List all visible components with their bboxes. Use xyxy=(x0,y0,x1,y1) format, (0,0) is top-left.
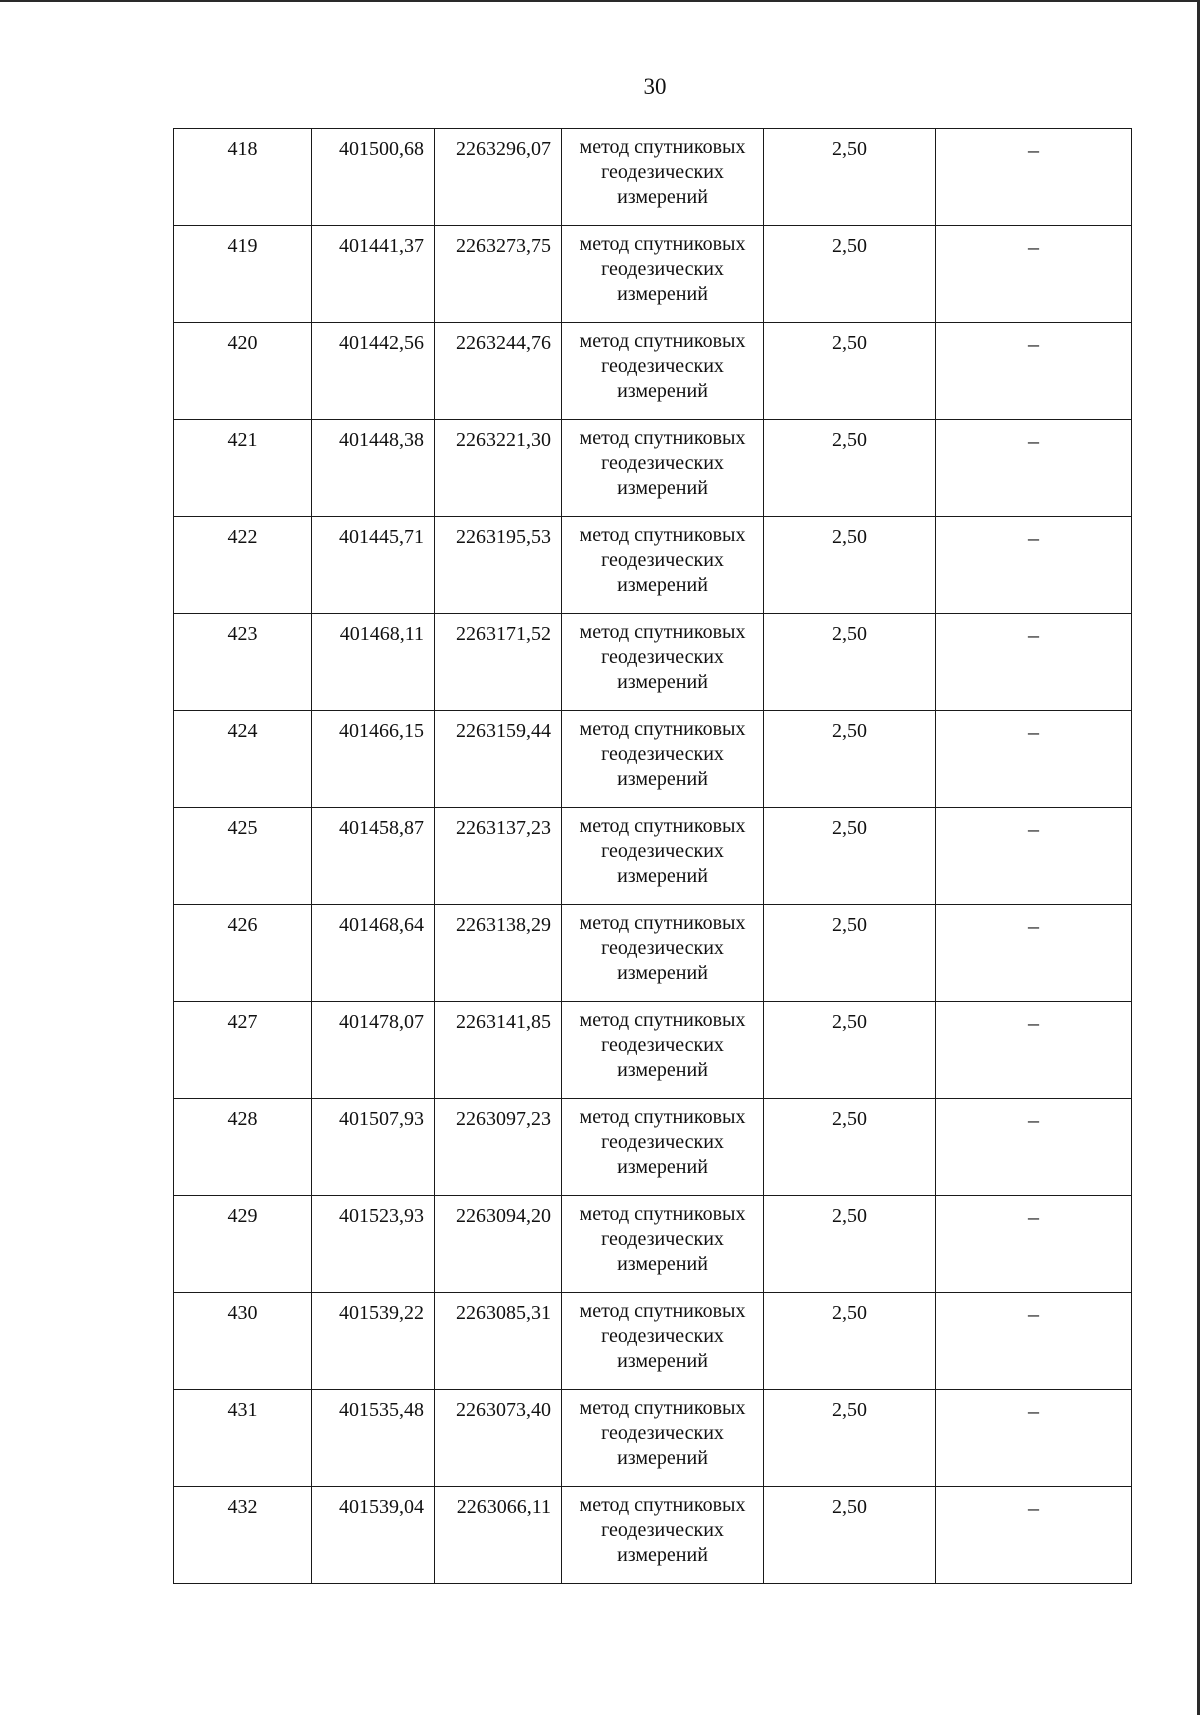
note-cell: – xyxy=(936,1099,1132,1196)
point-number-cell: 430 xyxy=(174,1293,312,1390)
y-coordinate-cell: 2263221,30 xyxy=(435,420,562,517)
x-coordinate-cell: 401523,93 xyxy=(312,1196,435,1293)
x-coordinate-cell: 401478,07 xyxy=(312,1002,435,1099)
y-coordinate-cell: 2263097,23 xyxy=(435,1099,562,1196)
accuracy-cell: 2,50 xyxy=(764,711,936,808)
method-cell: метод спутниковых геодезических измерений xyxy=(562,711,764,808)
note-cell: – xyxy=(936,905,1132,1002)
table-row xyxy=(174,323,1132,420)
x-coordinate-cell: 401441,37 xyxy=(312,226,435,323)
x-coordinate-cell: 401445,71 xyxy=(312,517,435,614)
x-coordinate-cell: 401442,56 xyxy=(312,323,435,420)
y-coordinate-cell: 2263141,85 xyxy=(435,1002,562,1099)
point-number-cell: 427 xyxy=(174,1002,312,1099)
point-number-cell: 422 xyxy=(174,517,312,614)
y-coordinate-cell: 2263195,53 xyxy=(435,517,562,614)
method-cell: метод спутниковых геодезических измерений xyxy=(562,1002,764,1099)
method-cell: метод спутниковых геодезических измерений xyxy=(562,1293,764,1390)
accuracy-cell: 2,50 xyxy=(764,420,936,517)
x-coordinate-cell: 401539,04 xyxy=(312,1487,435,1584)
y-coordinate-cell: 2263137,23 xyxy=(435,808,562,905)
method-cell: метод спутниковых геодезических измерений xyxy=(562,226,764,323)
accuracy-cell: 2,50 xyxy=(764,226,936,323)
note-cell: – xyxy=(936,1390,1132,1487)
accuracy-cell: 2,50 xyxy=(764,614,936,711)
point-number-cell: 425 xyxy=(174,808,312,905)
y-coordinate-cell: 2263244,76 xyxy=(435,323,562,420)
table-row xyxy=(174,1099,1132,1196)
method-cell: метод спутниковых геодезических измерений xyxy=(562,614,764,711)
y-coordinate-cell: 2263159,44 xyxy=(435,711,562,808)
y-coordinate-cell: 2263085,31 xyxy=(435,1293,562,1390)
table-row xyxy=(174,1487,1132,1584)
accuracy-cell: 2,50 xyxy=(764,1196,936,1293)
table-row xyxy=(174,808,1132,905)
table-row xyxy=(174,129,1132,226)
method-cell: метод спутниковых геодезических измерений xyxy=(562,420,764,517)
note-cell: – xyxy=(936,129,1132,226)
note-cell: – xyxy=(936,517,1132,614)
y-coordinate-cell: 2263094,20 xyxy=(435,1196,562,1293)
point-number-cell: 420 xyxy=(174,323,312,420)
method-cell: метод спутниковых геодезических измерений xyxy=(562,323,764,420)
y-coordinate-cell: 2263296,07 xyxy=(435,129,562,226)
coordinates-table-body xyxy=(174,129,1132,1584)
method-cell: метод спутниковых геодезических измерений xyxy=(562,808,764,905)
table-row xyxy=(174,420,1132,517)
note-cell: – xyxy=(936,323,1132,420)
point-number-cell: 431 xyxy=(174,1390,312,1487)
accuracy-cell: 2,50 xyxy=(764,323,936,420)
method-cell: метод спутниковых геодезических измерений xyxy=(562,1390,764,1487)
accuracy-cell: 2,50 xyxy=(764,1002,936,1099)
table-row xyxy=(174,517,1132,614)
point-number-cell: 418 xyxy=(174,129,312,226)
point-number-cell: 423 xyxy=(174,614,312,711)
coordinates-table xyxy=(173,128,1132,1584)
point-number-cell: 424 xyxy=(174,711,312,808)
y-coordinate-cell: 2263073,40 xyxy=(435,1390,562,1487)
x-coordinate-cell: 401507,93 xyxy=(312,1099,435,1196)
point-number-cell: 426 xyxy=(174,905,312,1002)
x-coordinate-cell: 401466,15 xyxy=(312,711,435,808)
note-cell: – xyxy=(936,226,1132,323)
page-number: 30 xyxy=(643,74,667,99)
accuracy-cell: 2,50 xyxy=(764,517,936,614)
note-cell: – xyxy=(936,1002,1132,1099)
note-cell: – xyxy=(936,614,1132,711)
note-cell: – xyxy=(936,1487,1132,1584)
note-cell: – xyxy=(936,711,1132,808)
scan-edge-top xyxy=(0,0,1200,2)
method-cell: метод спутниковых геодезических измерений xyxy=(562,905,764,1002)
point-number-cell: 419 xyxy=(174,226,312,323)
note-cell: – xyxy=(936,808,1132,905)
x-coordinate-cell: 401535,48 xyxy=(312,1390,435,1487)
point-number-cell: 428 xyxy=(174,1099,312,1196)
method-cell: метод спутниковых геодезических измерений xyxy=(562,129,764,226)
method-cell: метод спутниковых геодезических измерений xyxy=(562,1099,764,1196)
method-cell: метод спутниковых геодезических измерений xyxy=(562,1487,764,1584)
table-row xyxy=(174,1196,1132,1293)
point-number-cell: 421 xyxy=(174,420,312,517)
method-cell: метод спутниковых геодезических измерений xyxy=(562,1196,764,1293)
x-coordinate-cell: 401458,87 xyxy=(312,808,435,905)
x-coordinate-cell: 401468,11 xyxy=(312,614,435,711)
table-row xyxy=(174,614,1132,711)
y-coordinate-cell: 2263138,29 xyxy=(435,905,562,1002)
accuracy-cell: 2,50 xyxy=(764,905,936,1002)
y-coordinate-cell: 2263273,75 xyxy=(435,226,562,323)
x-coordinate-cell: 401500,68 xyxy=(312,129,435,226)
point-number-cell: 432 xyxy=(174,1487,312,1584)
accuracy-cell: 2,50 xyxy=(764,1099,936,1196)
note-cell: – xyxy=(936,1293,1132,1390)
accuracy-cell: 2,50 xyxy=(764,129,936,226)
x-coordinate-cell: 401448,38 xyxy=(312,420,435,517)
accuracy-cell: 2,50 xyxy=(764,1487,936,1584)
table-row xyxy=(174,711,1132,808)
accuracy-cell: 2,50 xyxy=(764,808,936,905)
x-coordinate-cell: 401468,64 xyxy=(312,905,435,1002)
point-number-cell: 429 xyxy=(174,1196,312,1293)
table-row xyxy=(174,1293,1132,1390)
y-coordinate-cell: 2263066,11 xyxy=(435,1487,562,1584)
table-row xyxy=(174,1002,1132,1099)
x-coordinate-cell: 401539,22 xyxy=(312,1293,435,1390)
table-row xyxy=(174,905,1132,1002)
method-cell: метод спутниковых геодезических измерений xyxy=(562,517,764,614)
note-cell: – xyxy=(936,420,1132,517)
table-row xyxy=(174,1390,1132,1487)
note-cell: – xyxy=(936,1196,1132,1293)
table-row xyxy=(174,226,1132,323)
accuracy-cell: 2,50 xyxy=(764,1390,936,1487)
y-coordinate-cell: 2263171,52 xyxy=(435,614,562,711)
accuracy-cell: 2,50 xyxy=(764,1293,936,1390)
